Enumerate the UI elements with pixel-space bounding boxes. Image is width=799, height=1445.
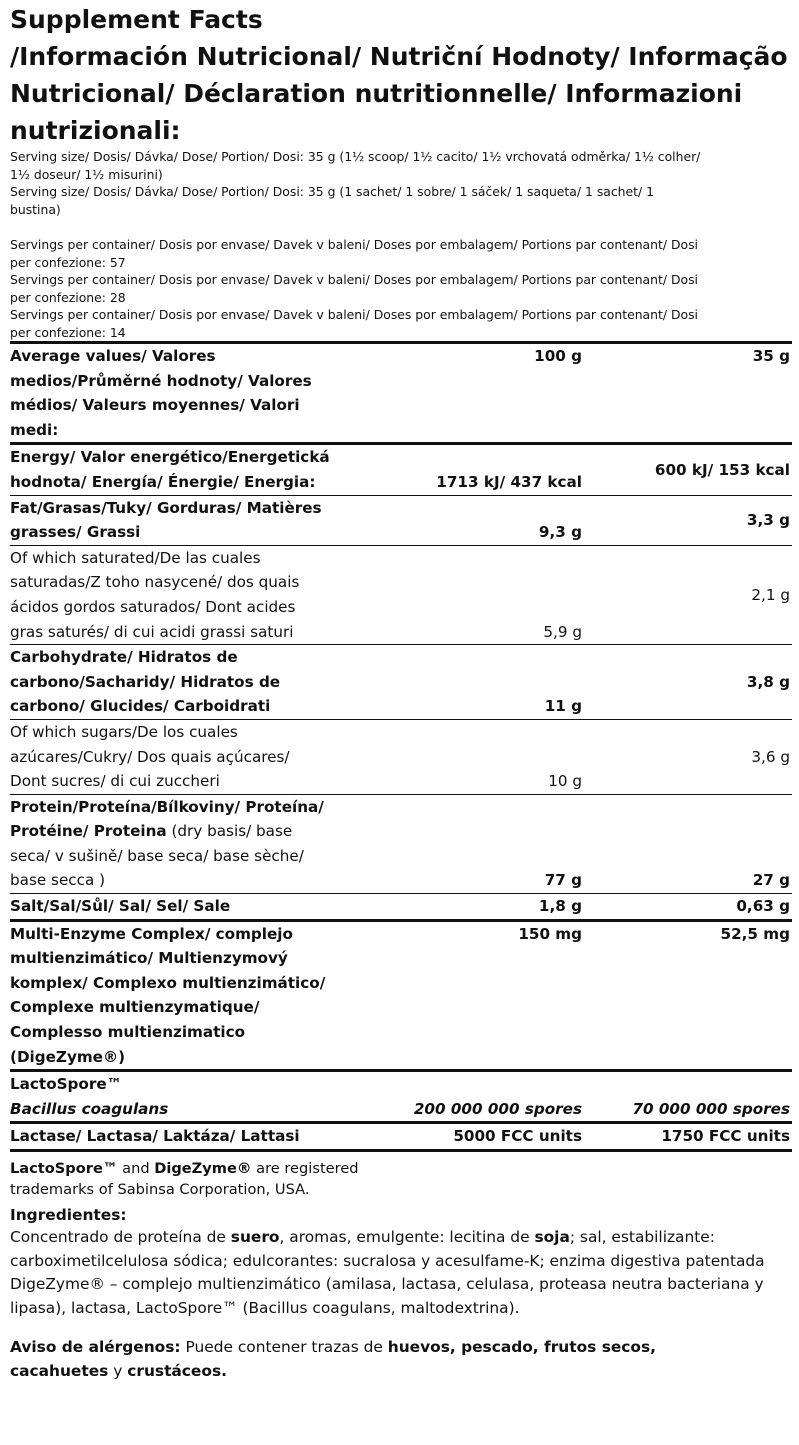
sat-line-4: gras saturés/ di cui acidi grassi saturi <box>10 622 294 641</box>
allergen-cacahuetes: cacahuetes <box>10 1361 109 1380</box>
fat-line-1: Fat/Grasas/Tuky/ Gorduras/ Matières <box>10 498 322 517</box>
ingr-part-5: ; sal, estabilizante: carboximetilcelulosa sódica; edulcorantes: sucralosa y acesulfame-K; enzima digestiva patentada DigeZyme® – complejo multienzimático (amilasa, lactasa, celulasa, proteasa neutra bacteriana y lipasa), lactasa, LactoSpore™ (Bacillus coagulans, maltodextrina). <box>10 1228 765 1317</box>
carbohydrate-35g: 3,8 g <box>584 645 792 720</box>
allergen-title: Aviso de alérgenos: <box>10 1338 181 1357</box>
energy-row <box>10 444 792 495</box>
energy-line-2: hodnota/ Energía/ Énergie/ Energia: <box>10 472 316 491</box>
allergen-notice <box>10 1336 789 1383</box>
head-line-1: Average values/ Valores <box>10 347 216 365</box>
sugars-line-3: Dont sucres/ di cui zuccheri <box>10 772 220 791</box>
fat-row <box>10 495 792 545</box>
sugars-line-2: azúcares/Cukry/ Dos quais açúcares/ <box>10 747 290 766</box>
energy-label <box>10 444 382 495</box>
fat-35g: 3,3 g <box>584 495 792 545</box>
allergen-and: y <box>108 1361 128 1380</box>
servings-14-count: per confezione: 14 <box>10 324 126 340</box>
serving-size-scoop: Serving size/ Dosis/ Dávka/ Dose/ Portion/ Dosi: 35 g (1½ scoop/ 1½ cacito/ 1½ vrchovatá odměrka/ 1½ colher/ <box>10 149 701 164</box>
servings-28: Servings per container/ Dosis por envase/ Davek v baleni/ Doses por embalagem/ Portions par contenant/ Dosi <box>10 272 698 287</box>
servings-57: Servings per container/ Dosis por envase/ Davek v baleni/ Doses por embalagem/ Portions par contenant/ Dosi <box>10 237 698 252</box>
allergen-crustaceos: crustáceos. <box>127 1361 227 1380</box>
protein-label <box>10 794 382 893</box>
protein-35g: 27 g <box>584 794 792 893</box>
rule-cell-1 <box>10 1151 382 1153</box>
protein-100g: 77 g <box>382 794 584 893</box>
head-line-3: médios/ Valeurs moyennes/ Valori <box>10 396 300 415</box>
lactospore-blank-100 <box>382 1071 584 1097</box>
salt-row <box>10 894 792 921</box>
protein-row <box>10 794 792 893</box>
carbohydrate-row <box>10 645 792 720</box>
energy-100g: 1713 kJ/ 437 kcal <box>382 444 584 495</box>
enzyme-row <box>10 920 792 1071</box>
protein-line-2-normal: (dry basis/ base <box>166 822 293 841</box>
serving-size-block <box>10 148 789 218</box>
carbohydrate-100g: 11 g <box>382 645 584 720</box>
serving-size-sachet: Serving size/ Dosis/ Dávka/ Dose/ Portion/ Dosi: 35 g (1 sachet/ 1 sobre/ 1 sáček/ 1 saqueta/ 1 sachet/ 1 <box>10 184 655 199</box>
tm-digezyme: DigeZyme® <box>154 1160 252 1177</box>
lactase-35g: 1750 FCC units <box>584 1123 792 1151</box>
rule-cell-2 <box>382 1151 584 1153</box>
sugars-35g: 3,6 g <box>584 719 792 794</box>
trademark-note <box>10 1158 789 1200</box>
saturated-row <box>10 545 792 644</box>
salt-label: Salt/Sal/Sůl/ Sal/ Sel/ Sale <box>10 894 382 921</box>
enzyme-line-2: multienzimático/ Multienzymový <box>10 949 288 968</box>
protein-line-2-bold: Protéine/ Proteina <box>10 822 167 841</box>
lactase-row <box>10 1123 792 1151</box>
enzyme-label <box>10 920 382 1071</box>
enzyme-100g: 150 mg <box>382 920 584 1071</box>
sugars-label <box>10 719 382 794</box>
carb-line-3: carbono/ Glucides/ Carboidrati <box>10 697 271 716</box>
column-35g: 35 g <box>584 343 792 444</box>
carb-line-1: Carbohydrate/ Hidratos de <box>10 648 238 667</box>
enzyme-35g: 52,5 mg <box>584 920 792 1071</box>
column-100g: 100 g <box>382 343 584 444</box>
lactospore-blank-35 <box>584 1071 792 1097</box>
sugars-row <box>10 719 792 794</box>
servings-14: Servings per container/ Dosis por envase/ Davek v baleni/ Doses por embalagem/ Portions par contenant/ Dosi <box>10 307 698 322</box>
servings-57-count: per confezione: 57 <box>10 254 126 270</box>
ingr-suero: suero <box>230 1228 280 1246</box>
lactospore-title-row <box>10 1071 792 1097</box>
ingr-soja: soja <box>534 1228 570 1246</box>
enzyme-line-6: (DigeZyme®) <box>10 1047 126 1066</box>
energy-35g: 600 kJ/ 153 kcal <box>584 444 792 495</box>
title-line-1: Supplement Facts <box>10 5 263 34</box>
lactospore-label: LactoSpore™ <box>10 1071 382 1097</box>
head-line-4: medi: <box>10 420 59 439</box>
table-header-row <box>10 343 792 444</box>
lactase-100g: 5000 FCC units <box>382 1123 584 1151</box>
head-line-2: medios/Průměrné hodnoty/ Valores <box>10 371 312 390</box>
carb-line-2: carbono/Sacharidy/ Hidratos de <box>10 672 281 691</box>
protein-line-2 <box>10 819 380 844</box>
servings-28-count: per confezione: 28 <box>10 289 126 305</box>
enzyme-line-5: Complesso multienzimatico <box>10 1023 246 1042</box>
carbohydrate-label <box>10 645 382 720</box>
fat-label <box>10 495 382 545</box>
tm-registered: are registered <box>251 1160 359 1177</box>
sat-line-2: saturadas/Z toho nasycené/ dos quais <box>10 573 300 592</box>
sugars-100g: 10 g <box>382 719 584 794</box>
ingr-part-1: Concentrado de proteína de <box>10 1228 231 1246</box>
table-bottom-rule <box>10 1151 792 1153</box>
protein-line-4: base secca ) <box>10 871 106 890</box>
lactase-label: Lactase/ Lactasa/ Laktáza/ Lattasi <box>10 1123 382 1151</box>
salt-35g: 0,63 g <box>584 894 792 921</box>
bacillus-35g: 70 000 000 spores <box>632 1099 790 1118</box>
sat-line-1: Of which saturated/De las cuales <box>10 548 261 567</box>
enzyme-line-4: Complexe multienzymatique/ <box>10 998 260 1017</box>
trademark-line-2: trademarks of Sabinsa Corporation, USA. <box>10 1181 310 1198</box>
rule-cell-3 <box>584 1151 792 1153</box>
serving-size-scoop-cont: 1½ doseur/ 1½ misurini) <box>10 166 163 182</box>
nutrition-table <box>10 341 792 1152</box>
trademark-line-1 <box>10 1158 789 1179</box>
protein-line-3: seca/ v sušině/ base seca/ base sèche/ <box>10 846 304 865</box>
allergen-text-1: Puede contener trazas de <box>180 1338 388 1357</box>
tm-and: and <box>117 1160 155 1177</box>
servings-per-container-block <box>10 236 789 341</box>
saturated-35g: 2,1 g <box>584 545 792 644</box>
fat-100g: 9,3 g <box>382 495 584 545</box>
salt-100g: 1,8 g <box>382 894 584 921</box>
sat-line-3: ácidos gordos saturados/ Dont acides <box>10 597 296 616</box>
enzyme-line-1: Multi-Enzyme Complex/ complejo <box>10 924 293 943</box>
sugars-line-1: Of which sugars/De los cuales <box>10 722 238 741</box>
fat-line-2: grasses/ Grassi <box>10 523 141 542</box>
average-values-label <box>10 343 382 444</box>
bacillus-100g: 200 000 000 spores <box>413 1099 582 1118</box>
bacillus-label: Bacillus coagulans <box>10 1099 169 1118</box>
bacillus-row <box>10 1097 792 1123</box>
saturated-label <box>10 545 382 644</box>
ingredients-text <box>10 1226 789 1320</box>
label-title <box>10 0 789 148</box>
title-line-2: /Información Nutricional/ Nutriční Hodnoty/ Informação <box>10 42 788 71</box>
allergen-list-1: huevos, pescado, frutos secos, <box>387 1338 657 1357</box>
title-line-4: nutrizionali: <box>10 116 181 145</box>
saturated-100g: 5,9 g <box>382 545 584 644</box>
tm-lactospore: LactoSpore™ <box>10 1160 118 1177</box>
ingredients-title: Ingredientes: <box>10 1206 127 1224</box>
ingr-part-3: , aromas, emulgente: lecitina de <box>279 1228 535 1246</box>
serving-size-sachet-cont: bustina) <box>10 201 61 217</box>
enzyme-line-3: komplex/ Complexo multienzimático/ <box>10 973 326 992</box>
protein-line-1: Protein/Proteína/Bílkoviny/ Proteína/ <box>10 797 324 816</box>
title-line-3: Nutricional/ Déclaration nutritionnelle/ Informazioni <box>10 79 743 108</box>
energy-line-1: Energy/ Valor energético/Energetická <box>10 448 330 467</box>
